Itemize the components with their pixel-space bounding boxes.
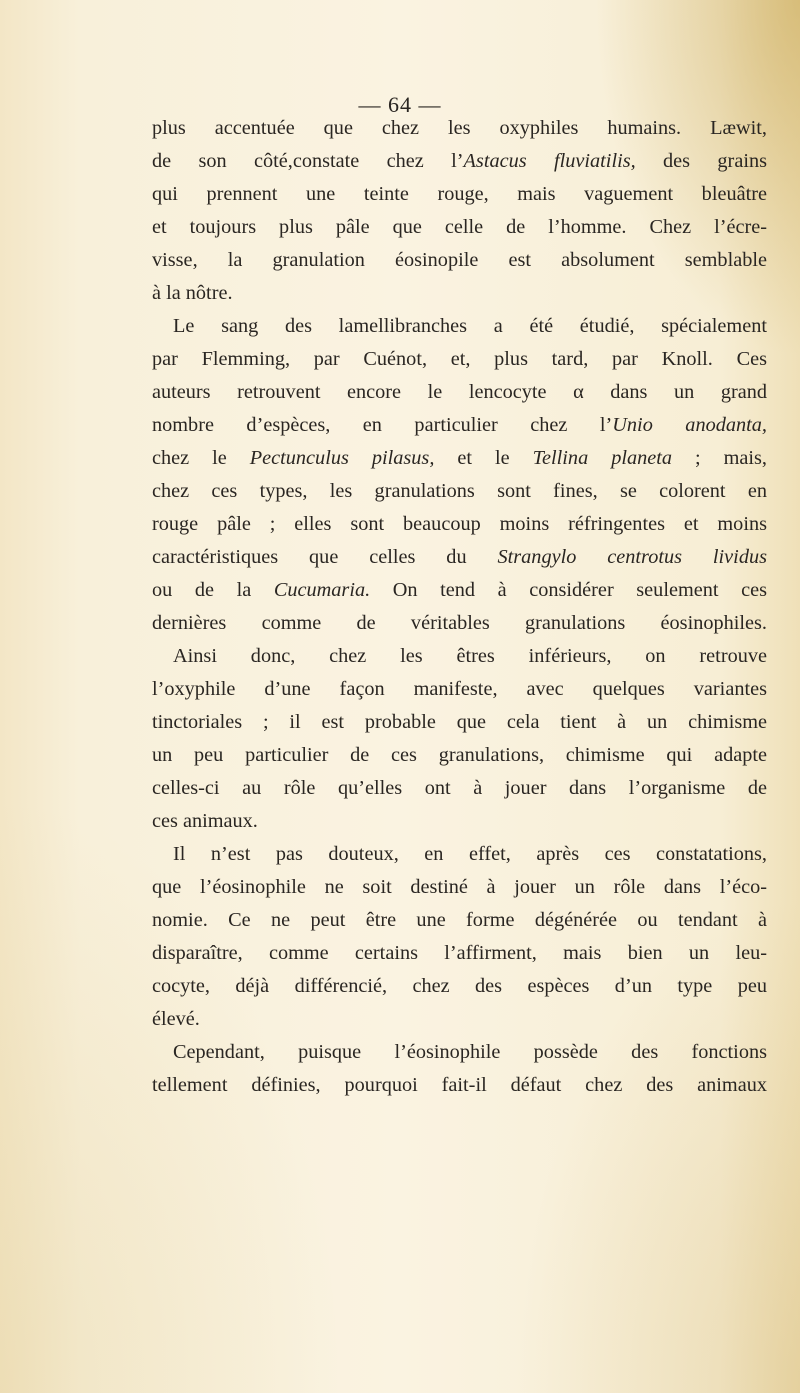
text-segment: et toujours plus pâle que celle de l’homme. Chez l’écre- [152, 216, 767, 238]
text-line [152, 904, 767, 937]
text-line [152, 541, 767, 574]
text-line [152, 508, 767, 541]
text-segment: Il n’est pas douteux, en effet, après ces constatations, [173, 843, 767, 865]
text-segment: disparaître, comme certains l’affirment, mais bien un leu- [152, 942, 767, 964]
text-segment: ; mais, [672, 447, 767, 469]
text-line [152, 805, 767, 838]
italic-text: Unio anodanta, [612, 414, 767, 436]
text-segment: élevé. [152, 1008, 200, 1030]
text-line [152, 937, 767, 970]
text-segment: celles-ci au rôle qu’elles ont à jouer dans l’organisme de [152, 777, 767, 799]
text-line [152, 178, 767, 211]
text-line [152, 376, 767, 409]
text-segment: de son côté,constate chez l’ [152, 150, 464, 172]
text-segment: Cependant, puisque l’éosinophile possède des fonctions [173, 1041, 767, 1063]
text-segment: que l’éosinophile ne soit destiné à jouer un rôle dans l’éco- [152, 876, 767, 898]
text-segment: un peu particulier de ces granulations, chimisme qui adapte [152, 744, 767, 766]
text-segment: l’oxyphile d’une façon manifeste, avec quelques variantes [152, 678, 767, 700]
text-line [152, 871, 767, 904]
text-segment: qui prennent une teinte rouge, mais vaguement bleuâtre [152, 183, 767, 205]
text-line [152, 574, 767, 607]
text-line [152, 277, 767, 310]
text-line [152, 838, 767, 871]
text-line [152, 343, 767, 376]
text-segment: chez ces types, les granulations sont fines, se colorent en [152, 480, 767, 502]
text-segment: à la nôtre. [152, 282, 233, 304]
italic-text: Strangylo centrotus lividus [497, 546, 767, 568]
text-line [152, 739, 767, 772]
italic-text: Pectunculus pilasus, [249, 447, 435, 469]
text-segment: visse, la granulation éosinopile est absolument semblable [152, 249, 767, 271]
text-line [152, 640, 767, 673]
italic-text: Astacus fluviatilis, [463, 150, 636, 172]
text-segment: cocyte, déjà différencié, chez des espèces d’un type peu [152, 975, 767, 997]
text-line [152, 706, 767, 739]
text-line [152, 607, 767, 640]
text-segment: ou de la [152, 579, 274, 601]
text-segment: tinctoriales ; il est probable que cela tient à un chimisme [152, 711, 767, 733]
text-line [152, 310, 767, 343]
text-segment: dernières comme de véritables granulations éosinophiles. [152, 612, 767, 634]
text-line [152, 442, 767, 475]
text-line [152, 1003, 767, 1036]
text-line [152, 244, 767, 277]
page-number: — 64 — [358, 92, 442, 117]
text-segment: caractéristiques que celles du [152, 546, 498, 568]
text-line [152, 673, 767, 706]
text-segment: Ainsi donc, chez les êtres inférieurs, on retrouve [173, 645, 767, 667]
text-line [152, 1069, 767, 1102]
text-line [152, 970, 767, 1003]
text-segment: ces animaux. [152, 810, 258, 832]
text-segment: et le [434, 447, 533, 469]
body-text [152, 112, 767, 1102]
text-segment: des grains [635, 150, 767, 172]
text-segment: Le sang des lamellibranches a été étudié, spécialement [173, 315, 767, 337]
text-segment: par Flemming, par Cuénot, et, plus tard, par Knoll. Ces [152, 348, 767, 370]
text-line [152, 1036, 767, 1069]
text-line [152, 772, 767, 805]
italic-text: Cucumaria. [273, 579, 371, 601]
text-segment: tellement définies, pourquoi fait-il défaut chez des animaux [152, 1074, 767, 1096]
text-segment: auteurs retrouvent encore le lencocyte α dans un grand [152, 381, 767, 403]
text-line [152, 475, 767, 508]
text-line [152, 112, 767, 145]
text-segment: plus accentuée que chez les oxyphiles humains. Læwit, [152, 117, 767, 139]
text-segment: On tend à considérer seulement ces [370, 579, 767, 601]
italic-text: Tellina planeta [532, 447, 673, 469]
text-segment: nombre d’espèces, en particulier chez l’ [152, 414, 613, 436]
text-line [152, 211, 767, 244]
text-segment: chez le [152, 447, 250, 469]
text-segment: rouge pâle ; elles sont beaucoup moins réfringentes et moins [152, 513, 767, 535]
text-line [152, 409, 767, 442]
text-line [152, 145, 767, 178]
text-segment: nomie. Ce ne peut être une forme dégénérée ou tendant à [152, 909, 767, 931]
